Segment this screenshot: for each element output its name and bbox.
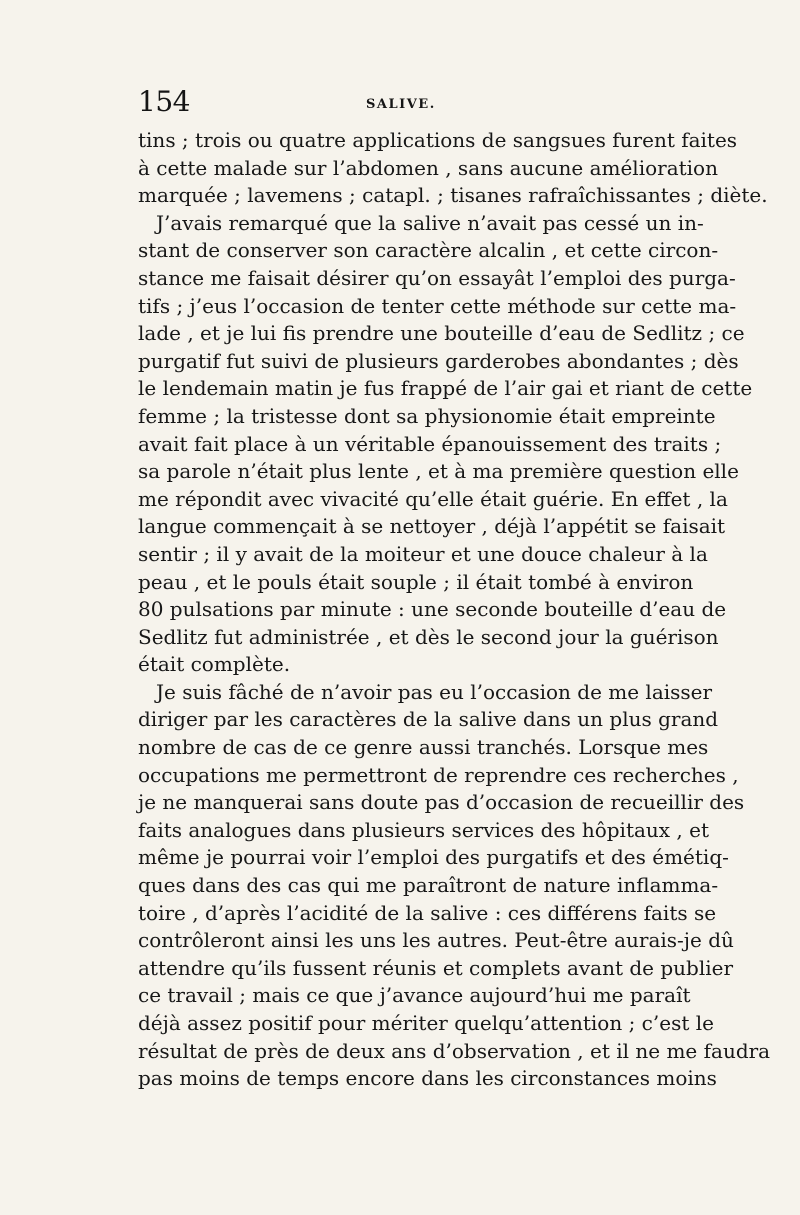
- text-line: lade , et je lui fis prendre une bouteille d’eau de Sedlitz ; ce: [138, 321, 745, 346]
- text-line: à cette malade sur l’abdomen , sans aucune amélioration: [138, 155, 718, 180]
- text-line: Sedlitz fut administrée , et dès le second jour la guérison: [138, 624, 719, 649]
- text-line: tins ; trois ou quatre applications de sangsues furent faites: [138, 128, 738, 152]
- text-line: femme ; la tristesse dont sa physionomie était empreinte: [138, 403, 716, 428]
- paragraph: [138, 210, 753, 679]
- text-line: marquée ; lavemens ; catapl. ; tisanes rafraîchissantes ; diète.: [138, 183, 768, 208]
- text-line: sa parole n’était plus lente , et à ma première question elle: [138, 459, 739, 484]
- text-line: J’avais remarqué que la salive n’avait pas cessé un in-: [156, 210, 704, 235]
- text-line: nombre de cas de ce genre aussi tranchés. Lorsque mes: [138, 735, 709, 760]
- text-line: ce travail ; mais ce que j’avance aujourd’hui me paraît: [138, 983, 691, 1008]
- page-header: [138, 85, 668, 118]
- text-line: occupations me permettront de reprendre ces recherches ,: [138, 762, 739, 787]
- text-line: déjà assez positif pour mériter quelqu’attention ; c’est le: [138, 1011, 714, 1035]
- text-line: tifs ; j’eus l’occasion de tenter cette méthode sur cette ma-: [138, 293, 737, 318]
- paragraph: [138, 679, 771, 1093]
- text-line: purgatif fut suivi de plusieurs garderobes abondantes ; dès: [138, 348, 739, 373]
- text-line: avait fait place à un véritable épanouissement des traits ;: [138, 431, 722, 456]
- text-line: était complète.: [138, 652, 291, 677]
- text-line: le lendemain matin je fus frappé de l’air gai et riant de cette: [138, 376, 753, 401]
- text-line: sentir ; il y avait de la moiteur et une douce chaleur à la: [138, 541, 708, 566]
- page-number: 154: [138, 85, 190, 118]
- text-line: même je pourrai voir l’emploi des purgatifs et des émétiq-: [138, 845, 729, 870]
- text-line: ques dans des cas qui me paraîtront de nature inflamma-: [138, 873, 719, 898]
- text-line: je ne manquerai sans doute pas d’occasion de recueillir des: [138, 790, 745, 815]
- text-line: stant de conserver son caractère alcalin , et cette circon-: [138, 238, 719, 263]
- text-line: attendre qu’ils fussent réunis et complets avant de publier: [138, 955, 734, 980]
- text-line: peau , et le pouls était souple ; il était tombé à environ: [138, 569, 694, 594]
- text-line: Je suis fâché de n’avoir pas eu l’occasion de me laisser: [156, 679, 713, 704]
- paragraph: [138, 127, 768, 210]
- text-line: faits analogues dans plusieurs services des hôpitaux , et: [138, 817, 710, 842]
- text-line: stance me faisait désirer qu’on essayât l’emploi des purga-: [138, 265, 736, 290]
- text-line: toire , d’après l’acidité de la salive : ces différens faits se: [138, 900, 717, 925]
- text-line: pas moins de temps encore dans les circonstances moins: [138, 1066, 717, 1091]
- text-line: contrôleront ainsi les uns les autres. Peut-être aurais-je dû: [138, 928, 734, 953]
- text-line: résultat de près de deux ans d’observation , et il ne me faudra: [138, 1038, 771, 1063]
- running-head: SALIVE.: [366, 97, 436, 112]
- text-line: diriger par les caractères de la salive dans un plus grand: [138, 707, 719, 732]
- text-line: langue commençait à se nettoyer , déjà l’appétit se faisait: [138, 514, 726, 539]
- body-text: [138, 127, 771, 1093]
- text-line: 80 pulsations par minute : une seconde bouteille d’eau de: [138, 597, 727, 622]
- text-line: me répondit avec vivacité qu’elle était guérie. En effet , la: [138, 486, 728, 511]
